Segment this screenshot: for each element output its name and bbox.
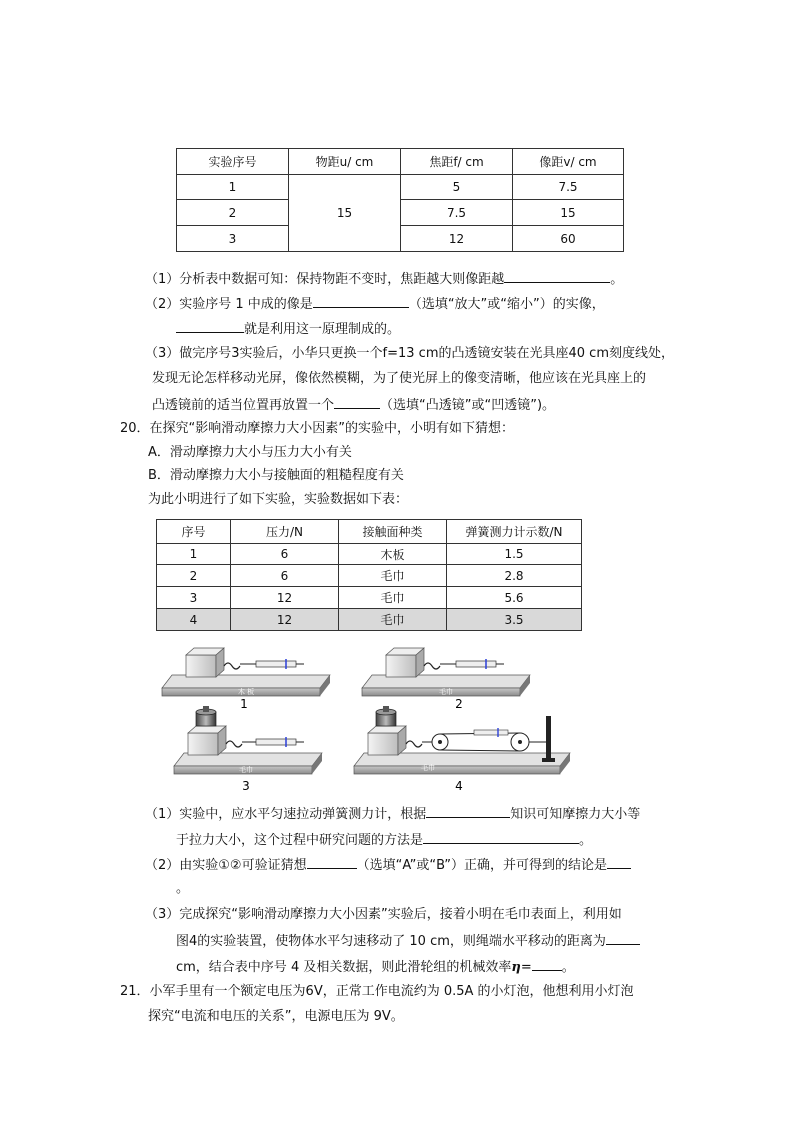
answer-blank[interactable] (307, 854, 357, 869)
surface-label: 毛巾 (421, 764, 435, 772)
friction-experiment-figure (160, 640, 580, 800)
lens-table-header: 焦距f/ cm (401, 149, 513, 175)
lens-table (176, 148, 624, 252)
friction-table-cell: 12 (231, 587, 339, 609)
answer-blank[interactable] (334, 394, 380, 409)
friction-table-cell: 毛巾 (339, 565, 447, 587)
q20-part3-line3: cm，结合表中序号 4 及相关数据，则此滑轮组的机械效率η= 。 (176, 956, 575, 978)
friction-table-cell: 毛巾 (339, 609, 447, 631)
q21-line1: 21．小军手里有一个额定电压为6V，正常工作电流约为 0.5A 的小灯泡，他想利用小灯泡 (120, 984, 634, 999)
friction-table-header: 压力/N (231, 520, 339, 544)
surface-label: 毛巾 (239, 766, 253, 774)
lens-table-header: 实验序号 (177, 149, 289, 175)
q19-part2-cont: 就是利用这一原理制成的。 (176, 318, 400, 340)
lens-table-cell: 3 (177, 226, 289, 252)
lens-table-cell: 7.5 (513, 175, 624, 200)
q19-part3: （3）做完序号3实验后，小华只更换一个f=13 cm的凸透镜安装在光具座40 cm刻度线处， (145, 346, 674, 361)
answer-blank[interactable] (504, 268, 610, 283)
q19-part3-line3: 凸透镜前的适当位置再放置一个 （选填“凸透镜”或“凹透镜”)。 (152, 394, 555, 416)
answer-blank[interactable] (423, 829, 579, 844)
setup-3 (174, 706, 322, 774)
q19-part1: （1）分析表中数据可知：保持物距不变时，焦距越大则像距越 。 (145, 268, 623, 290)
friction-table-cell: 6 (231, 565, 339, 587)
answer-blank[interactable] (313, 293, 409, 308)
answer-blank[interactable] (426, 803, 510, 818)
q20-part2-cont: 。 (176, 881, 190, 896)
friction-table-cell: 1.5 (447, 544, 582, 565)
setup-label: 2 (455, 697, 463, 711)
friction-table-cell: 1 (157, 544, 231, 565)
q20-part1: （1）实验中，应水平匀速拉动弹簧测力计，根据 知识可知摩擦力大小等 (145, 803, 640, 825)
lens-table-cell-u: 15 (289, 175, 401, 252)
surface-label: 毛巾 (439, 688, 453, 696)
q20-hypothesis-a: A．滑动摩擦力大小与压力大小有关 (148, 445, 352, 460)
setup-label: 3 (242, 779, 250, 793)
answer-blank[interactable] (606, 930, 640, 945)
friction-table-cell: 毛巾 (339, 587, 447, 609)
q21-line2: 探究“电流和电压的关系”，电源电压为 9V。 (148, 1009, 404, 1024)
setup-4 (354, 706, 570, 774)
q20-stem: 20．在探究“影响滑动摩擦力大小因素”的实验中，小明有如下猜想： (120, 421, 515, 436)
q19-part2: （2）实验序号 1 中成的像是 （选填“放大”或“缩小”）的实像， (145, 293, 605, 315)
setup-label: 1 (240, 697, 248, 711)
lens-table-header: 物距u/ cm (289, 149, 401, 175)
q20-part3-line2: 图4的实验装置，使物体水平匀速移动了 10 cm，则绳端水平移动的距离为 (176, 930, 640, 952)
friction-table-cell: 4 (157, 609, 231, 631)
friction-table-header: 序号 (157, 520, 231, 544)
lens-table-cell: 5 (401, 175, 513, 200)
lens-table-cell: 12 (401, 226, 513, 252)
q20-part3: （3）完成探究“影响滑动摩擦力大小因素”实验后，接着小明在毛巾表面上，利用如 (145, 907, 622, 922)
q20-part2: （2）由实验①②可验证猜想 （选填“A”或“B”）正确，并可得到的结论是 (145, 854, 631, 876)
friction-table-cell: 2.8 (447, 565, 582, 587)
q20-part1-cont: 于拉力大小，这个过程中研究问题的方法是 。 (176, 829, 592, 851)
lens-table-cell: 1 (177, 175, 289, 200)
friction-table-cell: 5.6 (447, 587, 582, 609)
lens-table-cell: 7.5 (401, 200, 513, 226)
friction-table-cell: 6 (231, 544, 339, 565)
friction-table-cell: 2 (157, 565, 231, 587)
lens-table-header: 像距v/ cm (513, 149, 624, 175)
friction-table (156, 519, 582, 631)
friction-table-header: 弹簧测力计示数/N (447, 520, 582, 544)
q19-part3-line2: 发现无论怎样移动光屏，像依然模糊，为了使光屏上的像变清晰，他应该在光具座上的 (152, 371, 647, 386)
q20-intro: 为此小明进行了如下实验，实验数据如下表： (148, 492, 409, 507)
friction-table-cell: 木板 (339, 544, 447, 565)
setup-label: 4 (455, 779, 463, 793)
answer-blank[interactable] (532, 956, 562, 971)
friction-table-header: 接触面种类 (339, 520, 447, 544)
lens-table-cell: 60 (513, 226, 624, 252)
friction-table-cell: 3.5 (447, 609, 582, 631)
answer-blank[interactable] (607, 854, 631, 869)
surface-label: 木 板 (237, 688, 255, 696)
lens-table-cell: 15 (513, 200, 624, 226)
friction-table-cell: 12 (231, 609, 339, 631)
q20-hypothesis-b: B．滑动摩擦力大小与接触面的粗糙程度有关 (148, 468, 404, 483)
answer-blank[interactable] (176, 318, 244, 333)
friction-table-cell: 3 (157, 587, 231, 609)
lens-table-cell: 2 (177, 200, 289, 226)
